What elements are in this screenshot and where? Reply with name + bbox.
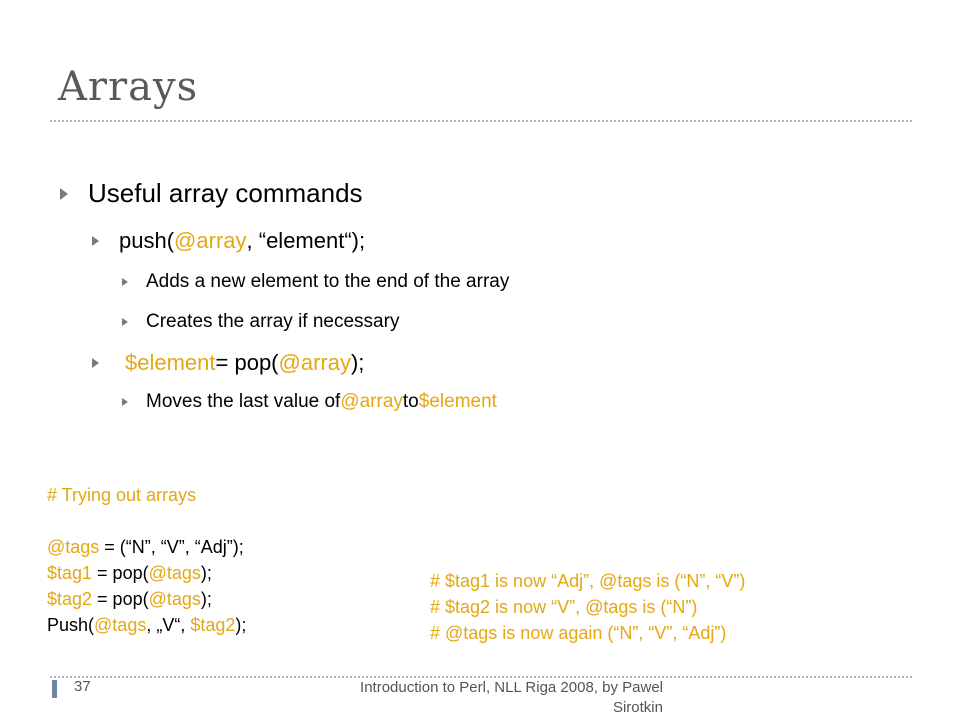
- code-block: [47, 482, 246, 638]
- code-line-4: Push(@tags, „V“, $tag2);: [47, 615, 247, 635]
- moves-part2: to: [402, 391, 419, 412]
- bullet-arrow-icon: [122, 278, 128, 286]
- moves-array-var: @array: [340, 391, 403, 412]
- page-number: 37: [74, 678, 91, 695]
- pop-part2: );: [350, 350, 365, 375]
- code-comments: [430, 568, 745, 646]
- bullet-moves-last-value: [122, 391, 497, 413]
- code-comment-3: # $tag2 is now “V”, @tags is (“N”): [430, 597, 698, 617]
- bullet-arrow-icon: [92, 358, 99, 368]
- bullet-arrow-icon: [92, 236, 99, 246]
- pop-element-var: $element: [125, 350, 216, 375]
- code-line-3: $tag2 = pop(@tags);: [47, 589, 212, 609]
- pop-array-var: @array: [278, 350, 351, 375]
- bullet-arrow-icon: [122, 318, 128, 326]
- slide-title: Arrays: [58, 64, 199, 110]
- bullet-text: Creates the array if necessary: [146, 311, 400, 332]
- bullet-useful-array-commands: [60, 178, 363, 209]
- bullet-pop: [92, 350, 364, 376]
- bullet-arrow-icon: [60, 188, 68, 200]
- footer-text: Introduction to Perl, NLL Riga 2008, by Pawel Sirotkin: [360, 679, 663, 716]
- code-comment-header: # Trying out arrays: [47, 485, 197, 505]
- code-comment-4: # @tags is now again (“N”, “V”, “Adj”): [430, 623, 727, 643]
- bullet-push: [92, 228, 365, 254]
- push-array-var: @array: [174, 228, 247, 253]
- push-part2: , “element“);: [246, 228, 366, 253]
- bullet-creates-array: [122, 311, 399, 333]
- bullet-arrow-icon: [122, 398, 128, 406]
- bullet-text: Adds a new element to the end of the array: [146, 271, 510, 292]
- pop-part1: = pop(: [215, 350, 279, 375]
- code-comment-2: # $tag1 is now “Adj”, @tags is (“N”, “V”): [430, 571, 746, 591]
- title-divider: [50, 120, 912, 122]
- bullet-text: Useful array commands: [88, 178, 363, 208]
- push-part1: push(: [119, 228, 175, 253]
- code-line-1: @tags = (“N”, “V”, “Adj”);: [47, 537, 244, 557]
- bullet-adds-element: [122, 271, 509, 293]
- footer-marker: [52, 680, 57, 698]
- code-line-2: $tag1 = pop(@tags);: [47, 563, 212, 583]
- moves-part1: Moves the last value of: [146, 391, 341, 412]
- moves-element-var: $element: [418, 391, 497, 412]
